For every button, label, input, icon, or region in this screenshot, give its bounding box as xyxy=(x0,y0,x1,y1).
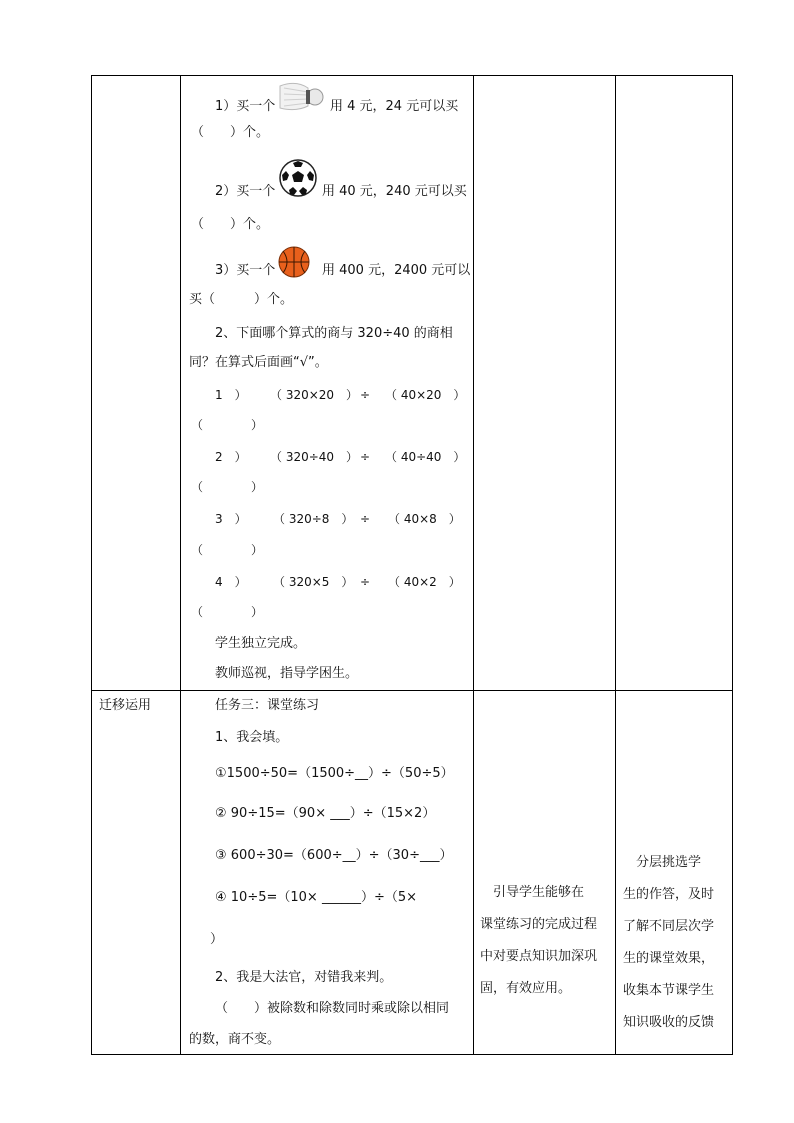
col-divider-1 xyxy=(180,76,181,1054)
q2-suffix: 用 40 元，240 元可以买 xyxy=(322,184,467,199)
item2-b: （ 40÷40 ） xyxy=(385,450,466,464)
item3-num: 3 ） xyxy=(215,512,247,526)
judge-line-2: 的数，商不变。 xyxy=(189,1032,281,1047)
item4-blank: （ ） xyxy=(191,605,264,619)
q3-prefix: 3）买一个 xyxy=(215,263,276,278)
item2-blank: （ ） xyxy=(191,480,264,494)
q1-blank: （ ）个。 xyxy=(191,125,270,140)
eval-line-5: 收集本节课学生 xyxy=(623,983,715,998)
eval-line-2: 生的作答，及时 xyxy=(623,887,715,902)
item4-a: （ 320×5 ） xyxy=(273,575,354,589)
item3-b: （ 40×8 ） xyxy=(388,512,461,526)
fill-item-2: ② 90÷15=（90× ___）÷（15×2） xyxy=(215,806,436,821)
item1-b: （ 40×20 ） xyxy=(385,388,466,402)
judge-title: 2、我是大法官，对错我来判。 xyxy=(215,970,393,985)
col-divider-2 xyxy=(473,76,474,1054)
item3-op: ÷ xyxy=(360,512,371,526)
lesson-table xyxy=(91,75,733,1055)
item3-a: （ 320÷8 ） xyxy=(273,512,354,526)
q3-suffix: 用 400 元，2400 元可以 xyxy=(322,263,471,278)
eval-line-1: 分层挑选学 xyxy=(623,855,702,870)
item1-a: （ 320×20 ） xyxy=(270,388,359,402)
intent-line-3: 中对要点知识加深巩 xyxy=(480,949,598,964)
fill-item-4: ④ 10÷5=（10× ______）÷（5× xyxy=(215,890,418,905)
shuttlecock-icon xyxy=(278,80,324,118)
note-independent: 学生独立完成。 xyxy=(215,636,307,651)
row-divider xyxy=(92,690,732,691)
item4-num: 4 ） xyxy=(215,575,247,589)
q1-suffix: 用 4 元，24 元可以买 xyxy=(330,99,459,114)
item1-blank: （ ） xyxy=(191,418,264,432)
basketball-icon xyxy=(277,245,311,283)
fill-title: 1、我会填。 xyxy=(215,730,289,745)
fill-item-1: ①1500÷50=（1500÷__）÷（50÷5） xyxy=(215,766,454,781)
eval-line-3: 了解不同层次学 xyxy=(623,919,715,934)
q2-prefix: 2）买一个 xyxy=(215,184,276,199)
item1-op: ÷ xyxy=(360,388,371,402)
q1-prefix: 1）买一个 xyxy=(215,99,276,114)
col-divider-3 xyxy=(615,76,616,1054)
task2-line1: 2、下面哪个算式的商与 320÷40 的商相 xyxy=(215,326,453,341)
item2-num: 2 ） xyxy=(215,450,247,464)
q2-blank: （ ）个。 xyxy=(191,217,270,232)
intent-line-2: 课堂练习的完成过程 xyxy=(480,917,598,932)
item1-num: 1 ） xyxy=(215,388,247,402)
item2-a: （ 320÷40 ） xyxy=(270,450,359,464)
task3-title: 任务三：课堂练习 xyxy=(215,698,320,713)
item4-op: ÷ xyxy=(360,575,371,589)
stage-label: 迁移运用 xyxy=(99,698,152,713)
eval-line-6: 知识吸收的反馈 xyxy=(623,1015,715,1030)
item4-b: （ 40×2 ） xyxy=(388,575,461,589)
intent-line-1: 引导学生能够在 xyxy=(480,885,585,900)
fill-item-3: ③ 600÷30=（600÷__）÷（30÷___） xyxy=(215,848,453,863)
task2-line2: 同？在算式后面画“√”。 xyxy=(189,355,328,370)
intent-line-4: 固，有效应用。 xyxy=(480,981,572,996)
fill-item-4-end: ） xyxy=(210,932,224,947)
q3-blank: 买（ ）个。 xyxy=(189,292,294,307)
note-teacher: 教师巡视，指导学困生。 xyxy=(215,666,359,681)
soccer-ball-icon xyxy=(278,158,318,202)
judge-line-1: （ ）被除数和除数同时乘或除以相同 xyxy=(215,1001,450,1016)
item3-blank: （ ） xyxy=(191,543,264,557)
item2-op: ÷ xyxy=(360,450,371,464)
eval-line-4: 生的课堂效果， xyxy=(623,951,715,966)
